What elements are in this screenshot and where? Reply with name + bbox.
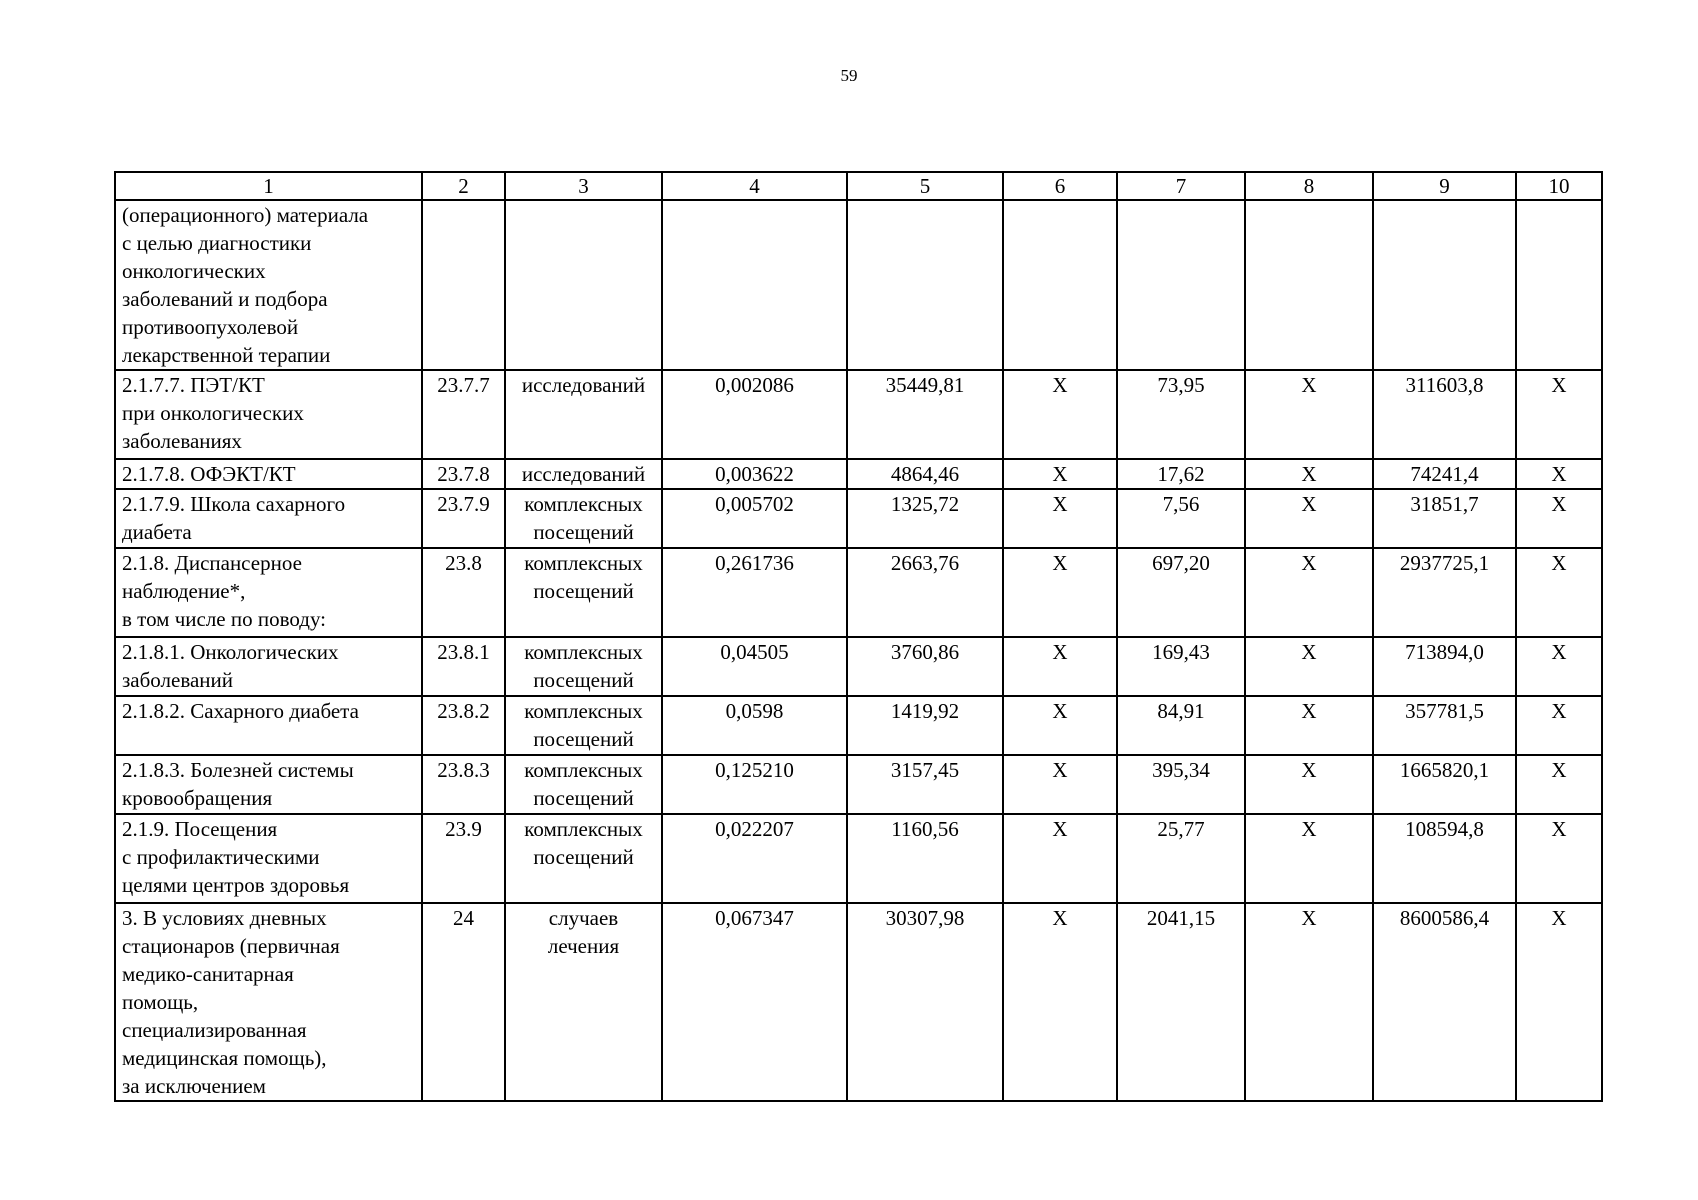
indicator-name-cell-line: 2.1.9. Посещения <box>122 817 278 841</box>
col6-cell: X <box>1003 489 1117 548</box>
col10-cell: X <box>1516 755 1602 814</box>
col6-cell: X <box>1003 637 1117 696</box>
col6-cell: X <box>1003 903 1117 1101</box>
indicator-name-cell-line: специализированная <box>122 1018 307 1042</box>
col9-cell: 357781,5 <box>1373 696 1516 755</box>
indicator-name-cell-line: заболеваний и подбора <box>122 287 328 311</box>
col10-cell: X <box>1516 459 1602 489</box>
col7-cell: 697,20 <box>1117 548 1245 637</box>
unit-cell-line: комплексных <box>524 699 643 723</box>
unit-cell-line: исследований <box>521 462 646 486</box>
col7-cell: 395,34 <box>1117 755 1245 814</box>
row-code-cell: 23.8.2 <box>422 696 505 755</box>
indicator-name-cell <box>115 489 422 548</box>
indicator-name-cell-line: за исключением <box>122 1074 266 1098</box>
col5-cell <box>847 200 1003 370</box>
indicator-name-cell-line: 2.1.7.8. ОФЭКТ/КТ <box>122 462 296 486</box>
col5-cell: 30307,98 <box>847 903 1003 1101</box>
col9-cell: 31851,7 <box>1373 489 1516 548</box>
unit-cell <box>505 903 662 1101</box>
row-code-cell: 23.8 <box>422 548 505 637</box>
col4-cell: 0,0598 <box>662 696 847 755</box>
col5-cell: 3760,86 <box>847 637 1003 696</box>
col7-cell: 17,62 <box>1117 459 1245 489</box>
col5-cell: 3157,45 <box>847 755 1003 814</box>
col5-cell: 1419,92 <box>847 696 1003 755</box>
indicator-name-cell-line: наблюдение*, <box>122 579 246 603</box>
col5-cell: 4864,46 <box>847 459 1003 489</box>
indicator-name-cell <box>115 637 422 696</box>
col6-cell <box>1003 200 1117 370</box>
col5-cell: 1325,72 <box>847 489 1003 548</box>
indicator-name-cell-line: 3. В условиях дневных <box>122 906 327 930</box>
indicator-name-cell-line: с целью диагностики <box>122 231 312 255</box>
row-code-cell: 23.8.1 <box>422 637 505 696</box>
indicator-name-cell-line: противоопухолевой <box>122 315 299 339</box>
col9-cell <box>1373 200 1516 370</box>
col7-cell <box>1117 200 1245 370</box>
row-code-cell: 23.9 <box>422 814 505 903</box>
col8-cell: X <box>1245 370 1373 459</box>
col6-cell: X <box>1003 370 1117 459</box>
page-number: 59 <box>840 66 858 85</box>
col8-cell: X <box>1245 814 1373 903</box>
data-table <box>114 171 1603 1102</box>
row-code-cell: 23.7.9 <box>422 489 505 548</box>
col4-cell: 0,002086 <box>662 370 847 459</box>
indicator-name-cell-line: кровообращения <box>122 786 273 810</box>
col4-cell: 0,022207 <box>662 814 847 903</box>
col7-cell: 25,77 <box>1117 814 1245 903</box>
header-cell: 9 <box>1373 172 1516 200</box>
indicator-name-cell-line: целями центров здоровья <box>122 873 350 897</box>
unit-cell-line: посещений <box>533 668 634 692</box>
indicator-name-cell <box>115 903 422 1101</box>
indicator-name-cell-line: лекарственной терапии <box>122 343 331 367</box>
indicator-name-cell-line: заболеваний <box>122 668 233 692</box>
col10-cell: X <box>1516 370 1602 459</box>
indicator-name-cell-line: при онкологических <box>122 401 304 425</box>
unit-cell-line: лечения <box>547 934 620 958</box>
indicator-name-cell-line: 2.1.8.1. Онкологических <box>122 640 339 664</box>
col10-cell <box>1516 200 1602 370</box>
col7-cell: 73,95 <box>1117 370 1245 459</box>
col7-cell: 84,91 <box>1117 696 1245 755</box>
col7-cell: 169,43 <box>1117 637 1245 696</box>
col8-cell: X <box>1245 489 1373 548</box>
col7-cell: 7,56 <box>1117 489 1245 548</box>
col4-cell: 0,067347 <box>662 903 847 1101</box>
indicator-name-cell <box>115 370 422 459</box>
unit-cell-line: посещений <box>533 727 634 751</box>
col6-cell: X <box>1003 696 1117 755</box>
indicator-name-cell-line: в том числе по поводу: <box>122 607 327 631</box>
indicator-name-cell-line: медико-санитарная <box>122 962 294 986</box>
col9-cell: 1665820,1 <box>1373 755 1516 814</box>
indicator-name-cell-line: диабета <box>122 520 192 544</box>
col8-cell: X <box>1245 903 1373 1101</box>
col8-cell: X <box>1245 637 1373 696</box>
unit-cell-line: комплексных <box>524 758 643 782</box>
unit-cell-line: посещений <box>533 845 634 869</box>
indicator-name-cell <box>115 755 422 814</box>
col4-cell: 0,04505 <box>662 637 847 696</box>
col8-cell: X <box>1245 696 1373 755</box>
indicator-name-cell-line: с профилактическими <box>122 845 320 869</box>
indicator-name-cell-line: 2.1.8. Диспансерное <box>122 551 302 575</box>
col9-cell: 2937725,1 <box>1373 548 1516 637</box>
row-code-cell <box>422 200 505 370</box>
unit-cell-line: случаев <box>548 906 619 930</box>
indicator-name-cell-line: медицинская помощь), <box>122 1046 327 1070</box>
col7-cell: 2041,15 <box>1117 903 1245 1101</box>
unit-cell <box>505 489 662 548</box>
indicator-name-cell <box>115 459 422 489</box>
col4-cell: 0,003622 <box>662 459 847 489</box>
table-row <box>115 903 1602 1101</box>
col10-cell: X <box>1516 637 1602 696</box>
unit-cell-line: посещений <box>533 579 634 603</box>
col9-cell: 8600586,4 <box>1373 903 1516 1101</box>
col5-cell: 1160,56 <box>847 814 1003 903</box>
indicator-name-cell <box>115 814 422 903</box>
indicator-name-cell-line: стационаров (первичная <box>122 934 340 958</box>
unit-cell-line: комплексных <box>524 551 643 575</box>
row-code-cell: 24 <box>422 903 505 1101</box>
table-row <box>115 755 1602 814</box>
col9-cell: 108594,8 <box>1373 814 1516 903</box>
indicator-name-cell-line: заболеваниях <box>122 429 242 453</box>
col10-cell: X <box>1516 903 1602 1101</box>
table-row <box>115 489 1602 548</box>
col9-cell: 311603,8 <box>1373 370 1516 459</box>
col4-cell: 0,005702 <box>662 489 847 548</box>
col6-cell: X <box>1003 548 1117 637</box>
unit-cell <box>505 370 662 459</box>
indicator-name-cell-line: онкологических <box>122 259 266 283</box>
table-row <box>115 548 1602 637</box>
col10-cell: X <box>1516 814 1602 903</box>
unit-cell-line: комплексных <box>524 817 643 841</box>
indicator-name-cell-line: 2.1.8.3. Болезней системы <box>122 758 354 782</box>
col4-cell: 0,125210 <box>662 755 847 814</box>
header-cell: 1 <box>115 172 422 200</box>
table-header-row <box>115 172 1602 200</box>
header-cell: 7 <box>1117 172 1245 200</box>
header-cell: 10 <box>1516 172 1602 200</box>
table-row <box>115 459 1602 489</box>
unit-cell-line: исследований <box>521 373 646 397</box>
unit-cell-line: комплексных <box>524 640 643 664</box>
indicator-name-cell-line: 2.1.7.9. Школа сахарного <box>122 492 346 516</box>
col4-cell <box>662 200 847 370</box>
col10-cell: X <box>1516 548 1602 637</box>
unit-cell <box>505 696 662 755</box>
col8-cell: X <box>1245 459 1373 489</box>
unit-cell <box>505 459 662 489</box>
unit-cell <box>505 755 662 814</box>
col10-cell: X <box>1516 696 1602 755</box>
row-code-cell: 23.8.3 <box>422 755 505 814</box>
col10-cell: X <box>1516 489 1602 548</box>
header-cell: 5 <box>847 172 1003 200</box>
header-cell: 4 <box>662 172 847 200</box>
col5-cell: 2663,76 <box>847 548 1003 637</box>
header-cell: 6 <box>1003 172 1117 200</box>
unit-cell <box>505 637 662 696</box>
header-cell: 3 <box>505 172 662 200</box>
col8-cell: X <box>1245 548 1373 637</box>
col4-cell: 0,261736 <box>662 548 847 637</box>
table-row <box>115 200 1602 370</box>
indicator-name-cell-line: (операционного) материала <box>122 203 369 227</box>
header-cell: 8 <box>1245 172 1373 200</box>
col8-cell: X <box>1245 755 1373 814</box>
indicator-name-cell-line: 2.1.7.7. ПЭТ/КТ <box>122 373 265 397</box>
unit-cell-line: комплексных <box>524 492 643 516</box>
header-cell: 2 <box>422 172 505 200</box>
unit-cell-line: посещений <box>533 786 634 810</box>
indicator-name-cell <box>115 200 422 370</box>
unit-cell-line: посещений <box>533 520 634 544</box>
unit-cell <box>505 548 662 637</box>
row-code-cell: 23.7.8 <box>422 459 505 489</box>
table-row <box>115 637 1602 696</box>
unit-cell <box>505 200 662 370</box>
row-code-cell: 23.7.7 <box>422 370 505 459</box>
table-row <box>115 696 1602 755</box>
unit-cell <box>505 814 662 903</box>
col5-cell: 35449,81 <box>847 370 1003 459</box>
col9-cell: 74241,4 <box>1373 459 1516 489</box>
col6-cell: X <box>1003 459 1117 489</box>
table-row <box>115 370 1602 459</box>
indicator-name-cell-line: помощь, <box>122 990 199 1014</box>
col6-cell: X <box>1003 814 1117 903</box>
table-row <box>115 814 1602 903</box>
indicator-name-cell <box>115 548 422 637</box>
indicator-name-cell-line: 2.1.8.2. Сахарного диабета <box>122 699 359 723</box>
indicator-name-cell <box>115 696 422 755</box>
col9-cell: 713894,0 <box>1373 637 1516 696</box>
col8-cell <box>1245 200 1373 370</box>
col6-cell: X <box>1003 755 1117 814</box>
